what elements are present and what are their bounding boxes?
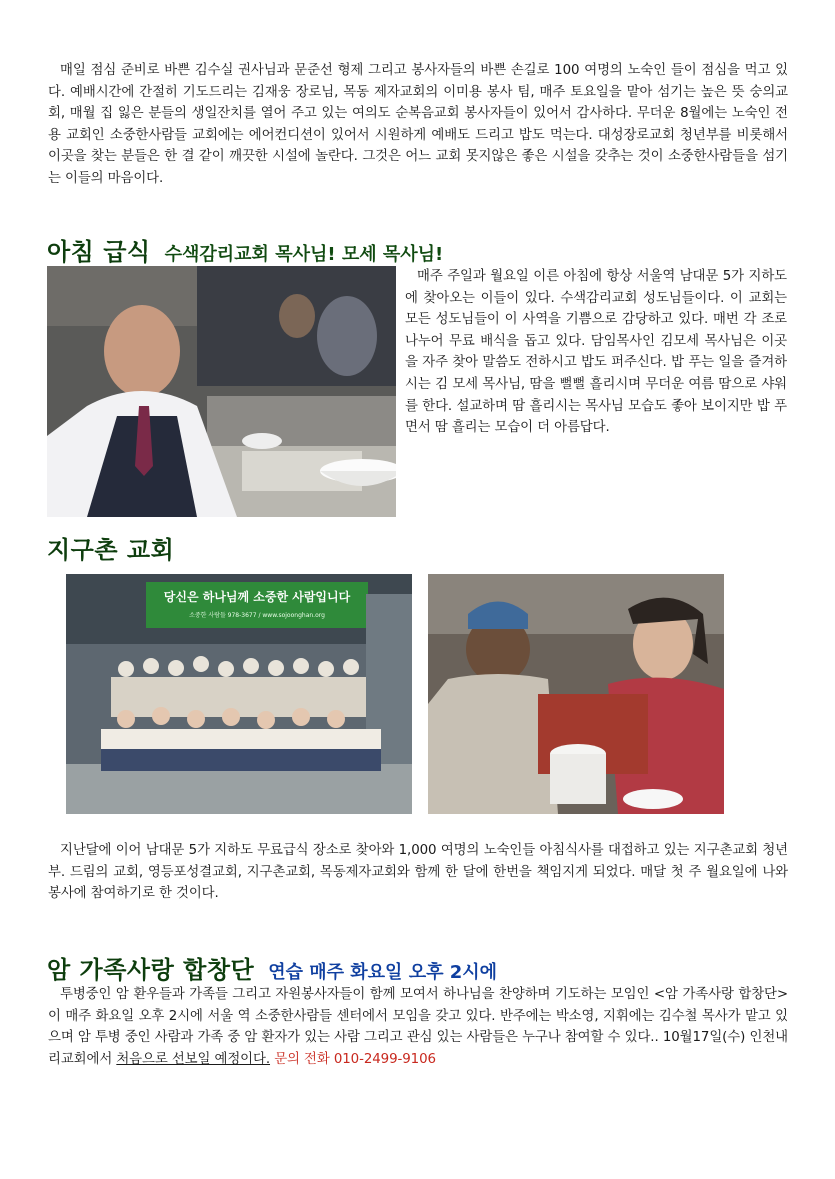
choir-heading — [47, 950, 497, 985]
breakfast-subtitle: 수색감리교회 목사님! 모세 목사님! — [164, 244, 444, 265]
choir-title: 암 가족사랑 합창단 — [47, 956, 255, 984]
choir-contact: 문의 전화 010-2499-9106 — [274, 1051, 436, 1067]
choir-paragraph — [48, 984, 788, 1070]
choir-underlined-text: 처음으로 선보일 예정이다. — [116, 1051, 271, 1067]
choir-subtitle: 연습 매주 화요일 오후 2시에 — [268, 962, 498, 983]
jigu-paragraph: 지난달에 이어 남대문 5가 지하도 무료급식 장소로 찾아와 1,000 여명의 노숙인들 아침식사를 대접하고 있는 지구촌교회 청년부. 드림의 교회, 영등포성결교회, 지구촌교회, 목동제자교회와 함께 한 달에 한번을 책임지게 되었다. 매달 첫 주 월요일에 나와 봉사에 참여하기로 한 것이다. — [48, 843, 788, 902]
breakfast-heading — [47, 232, 443, 267]
breakfast-title: 아침 급식 — [47, 238, 151, 266]
banner-text: 당신은 하나님께 소중한 사람입니다 — [163, 590, 351, 604]
serving-photo — [428, 574, 724, 814]
banner-small-text: 소중한 사람들 978-3677 / www.sojoonghan.org — [189, 612, 325, 619]
jigu-title: 지구촌 교회 — [47, 536, 175, 564]
breakfast-paragraph: 매주 주일과 월요일 이른 아침에 항상 서울역 남대문 5가 지하도에 찾아오는 이들이 있다. 수색감리교회 성도님들이다. 이 교회는 모든 성도님들이 이 사역을 기쁨으로 감당하고 있다. 매번 각 조로 나누어 무료 배식을 돕고 있다. 담임목사인 김모세 목사님은 이곳 을 자주 찾아 말씀도 전하시고 밥도 퍼주신다. 밥 푸는 일을 즐겨하시는 김 모세 목사님, 땀을 뻘뻘 흘리시며 무더운 여름 땀으로 샤워를 한다. 설교하며 땀 흘리시는 목사님 모습도 좋아 보이지만 밥 푸면서 땀 흘리는 모습이 더 아름답다. — [405, 269, 787, 436]
breakfast-photo — [47, 266, 396, 517]
jigu-heading — [47, 530, 174, 565]
intro-paragraph: 매일 점심 준비로 바쁜 김수실 권사님과 문준선 형제 그리고 봉사자들의 바쁜 손길로 100 여명의 노숙인 들이 점심을 먹고 있다. 예배시간에 간절히 기도드리는 김재웅 장로님, 목동 제자교회의 이미용 봉사 팀, 매주 토요일을 맡아 섬기는 높은 뜻 숭의교회, 매월 집 잃은 분들의 생일잔치를 열어 주고 있는 여의도 순복음교회 봉사자들이 있어서 감사하다. 무더운 8월에는 노숙인 전용 교회인 소중한사람들 교회에는 에어컨디션이 있어서 시원하게 예배도 드리고 밥도 먹는다. 대성장로교회 청년부를 비롯해서 이곳을 찾는 분들은 한 결 같이 깨끗한 시설에 놀란다. 그것은 어느 교회 못지않은 좋은 시설을 갖추는 것이 소중한사람들을 섬기는 이들의 마음이다. — [48, 63, 788, 186]
group-photo — [66, 574, 412, 814]
choir-text: 투병중인 암 환우들과 가족들 그리고 자원봉사자들이 함께 모여서 하나님을 찬양하며 기도하는 모임인 <암 가족사랑 합창단>이 매주 화요일 오후 2시에 서울 역 소중한사람들 센터에서 모임을 갖고 있다. 반주에는 박소영, 지휘에는 김수철 목사가 맡고 있으며 암 투병 중인 사람과 가족 중 암 환자가 있는 사람 그리고 관심 있는 사람들은 누구나 참여할 수 있다.. 10월17일(수) 인천내리교회에서 — [48, 987, 788, 1067]
